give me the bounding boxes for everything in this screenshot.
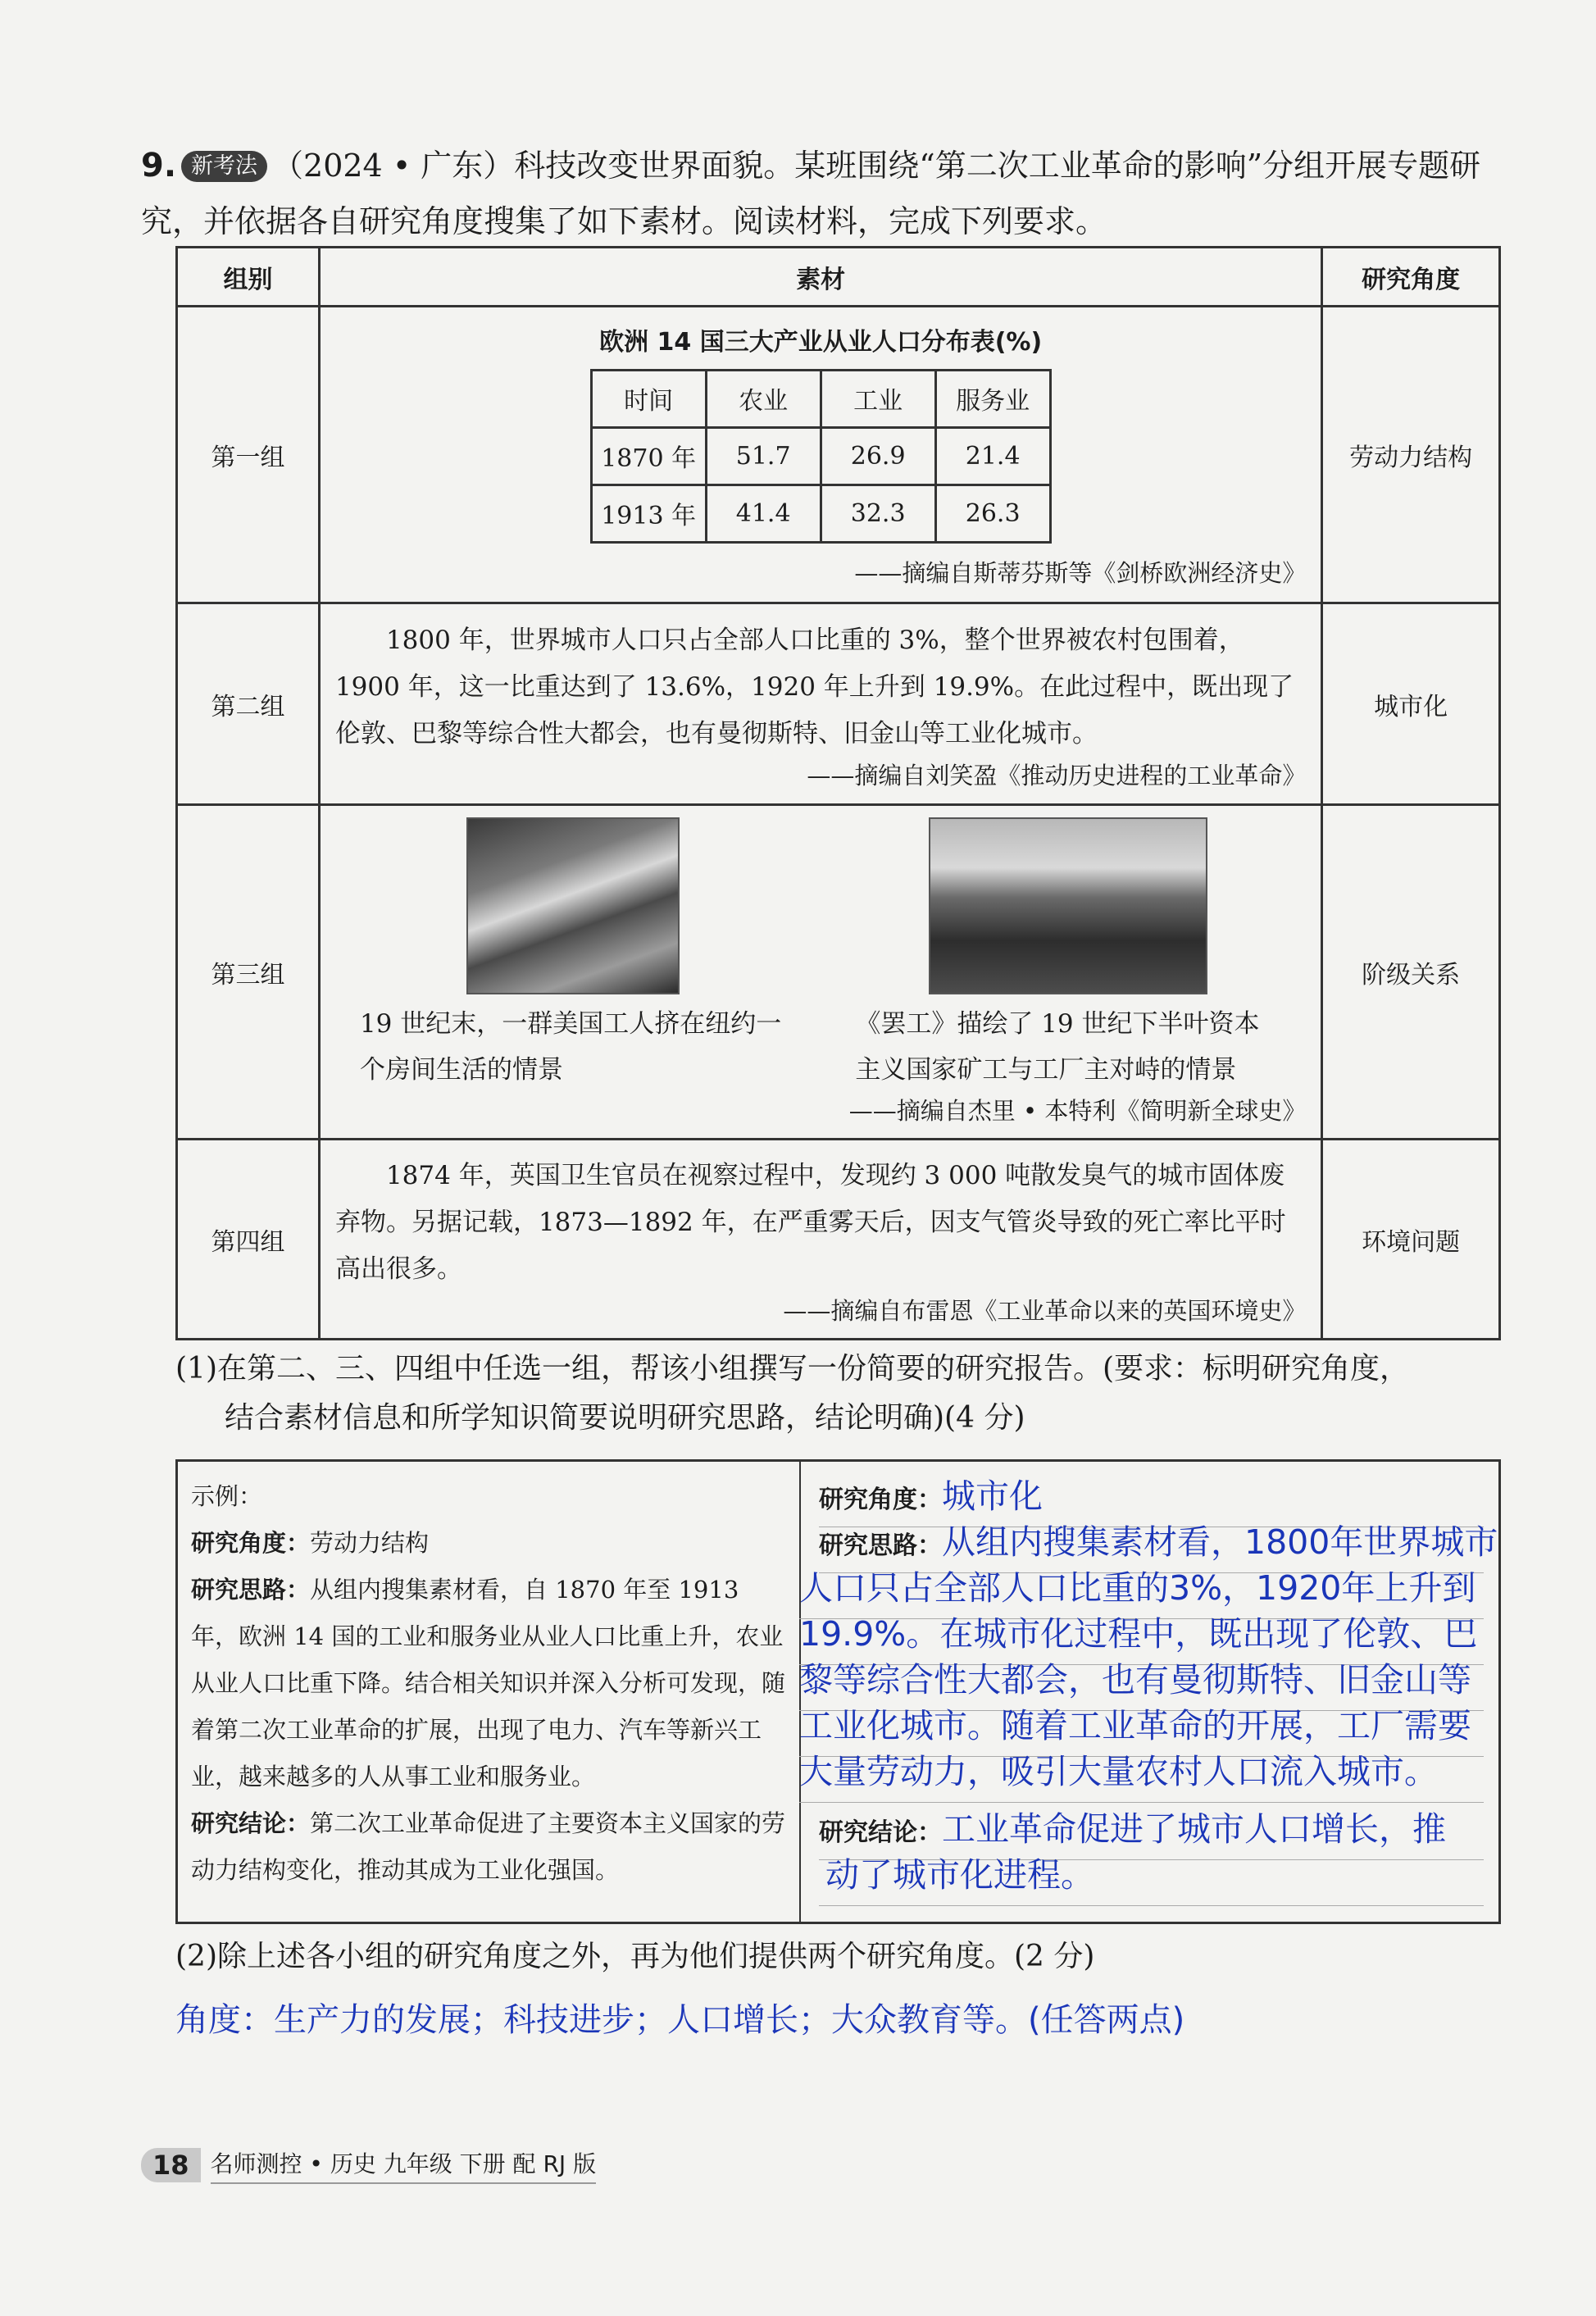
industry-col-time: 时间 <box>591 370 706 427</box>
material-table <box>175 246 1501 1340</box>
sub-question-1-line1: (1)在第二、三、四组中任选一组，帮该小组撰写一份简要的研究报告。(要求：标明研究角度， <box>175 1352 1410 1386</box>
answer-conclusion-label: 研究结论： <box>819 1818 942 1847</box>
photo-caption-2: 《罢工》描绘了 19 世纪下半叶资本主义国家矿工与工厂主对峙的情景 <box>855 1009 1260 1085</box>
page-number: 18 <box>141 2148 201 2182</box>
answer-idea-line: 从组内搜集素材看，1800年世界城市 <box>942 1522 1498 1562</box>
example-angle: 劳动力结构 <box>310 1529 430 1557</box>
cell: 32.3 <box>821 485 935 542</box>
sub-question-1-line2: 结合素材信息和所学知识简要说明研究思路，结论明确)(4 分) <box>225 1401 1025 1435</box>
industry-col-industry: 工业 <box>821 370 935 427</box>
new-exam-tag: 新考法 <box>181 151 267 182</box>
group3-source: ——摘编自杰里 • 本特利《简明新全球史》 <box>848 1097 1307 1125</box>
table-header-row <box>177 248 1500 307</box>
example-heading: 示例： <box>191 1482 263 1510</box>
question-stem: （2024 • 广东）科技改变世界面貌。某班围绕“第二次工业革命的影响”分组开展专题研究，并依据各自研究角度搜集了如下素材。阅读材料，完成下列要求。 <box>141 148 1481 239</box>
book-title: 名师测控 • 历史 九年级 下册 配 RJ 版 <box>211 2146 597 2184</box>
answer-angle-label: 研究角度： <box>819 1486 942 1514</box>
industry-row-1913 <box>591 485 1050 542</box>
header-group: 组别 <box>177 248 320 307</box>
question-9 <box>141 138 1518 249</box>
cell: 26.3 <box>935 485 1050 542</box>
group3-angle: 阶级关系 <box>1322 805 1500 1140</box>
report-box <box>175 1459 1501 1924</box>
group2-text: 1800 年，世界城市人口只占全部人口比重的 3%，整个世界被农村包围着，1900 年，这一比重达到了 13.6%，1920 年上升到 19.9%。在此过程中，既出现了伦敦、巴黎等综合性大都会，也有曼彻斯特、旧金山等工业化城市。 <box>334 625 1294 748</box>
answer-idea-label: 研究思路： <box>819 1531 942 1560</box>
group4-material <box>319 1140 1321 1340</box>
group3-material <box>319 805 1321 1140</box>
answer-idea-line: 人口只占全部人口比重的3%，1920年上升到 <box>799 1568 1476 1608</box>
answer-idea-line: 大量劳动力，吸引大量农村人口流入城市。 <box>799 1752 1438 1791</box>
group3-name: 第三组 <box>177 805 320 1140</box>
group4-source: ——摘编自布雷恩《工业革命以来的英国环境史》 <box>783 1296 1307 1325</box>
cell: 41.4 <box>706 485 821 542</box>
industry-col-services: 服务业 <box>935 370 1050 427</box>
industry-row-1870 <box>591 427 1050 485</box>
page-footer <box>141 2146 596 2184</box>
painting-strike <box>929 817 1207 994</box>
photo-workers-room <box>466 817 680 994</box>
header-angle: 研究角度 <box>1322 248 1500 307</box>
header-material: 素材 <box>319 248 1321 307</box>
group2-angle: 城市化 <box>1322 603 1500 805</box>
industry-table-title: 欧洲 14 国三大产业从业人口分布表(%) <box>599 327 1043 357</box>
group4-angle: 环境问题 <box>1322 1140 1500 1340</box>
example-conclusion: 第二次工业革命促进了主要资本主义国家的劳动力结构变化，推动其成为工业化强国。 <box>191 1809 786 1884</box>
answer-idea-line: 19.9%。在城市化过程中，既出现了伦敦、巴 <box>799 1614 1478 1654</box>
cell: 1913 年 <box>591 485 706 542</box>
photo-caption-1: 19 世纪末，一群美国工人挤在纽约一个房间生活的情景 <box>359 1009 782 1085</box>
example-angle-label: 研究角度： <box>191 1529 311 1557</box>
cell: 51.7 <box>706 427 821 485</box>
cell: 26.9 <box>821 427 935 485</box>
answer-conclusion-line: 动了城市化进程。 <box>825 1855 1094 1895</box>
example-idea: 从组内搜集素材看，自 1870 年至 1913 年，欧洲 14 国的工业和服务业从业人口比重上升，农业从业人口比重下降。结合相关知识并深入分析可发现，随着第二次工业革命的扩展，出现了电力、汽车等新兴工业，越来越多的人从事工业和服务业。 <box>191 1576 786 1790</box>
answer-conclusion-line: 工业革命促进了城市人口增长，推 <box>942 1809 1446 1849</box>
cell: 21.4 <box>935 427 1050 485</box>
industry-table <box>590 369 1052 544</box>
table-row-group4 <box>177 1140 1500 1340</box>
example-idea-label: 研究思路： <box>191 1576 311 1604</box>
sub-question-2: (2)除上述各小组的研究角度之外，再为他们提供两个研究角度。(2 分) <box>175 1940 1095 1973</box>
cell: 1870 年 <box>591 427 706 485</box>
question-number: 9. <box>141 147 177 184</box>
sub-question-1 <box>175 1345 1520 1443</box>
sub-question-2-answer: 角度：生产力的发展；科技进步；人口增长；大众教育等。(任答两点) <box>175 2001 1185 2039</box>
answer-angle: 城市化 <box>942 1477 1043 1516</box>
group1-name: 第一组 <box>177 307 320 603</box>
table-row-group2 <box>177 603 1500 805</box>
example-conclusion-label: 研究结论： <box>191 1809 311 1837</box>
group4-text: 1874 年，英国卫生官员在视察过程中，发现约 3 000 吨散发臭气的城市固体废弃物。另据记载，1873—1892 年，在严重雾天后，因支气管炎导致的死亡率比平时高出很多。 <box>334 1160 1286 1284</box>
group1-material <box>319 307 1321 603</box>
group1-angle: 劳动力结构 <box>1322 307 1500 603</box>
industry-col-agriculture: 农业 <box>706 370 821 427</box>
group4-name: 第四组 <box>177 1140 320 1340</box>
answer-idea-line: 工业化城市。随着工业革命的开展，工厂需要 <box>799 1706 1471 1745</box>
table-row-group3 <box>177 805 1500 1140</box>
group2-material <box>319 603 1321 805</box>
group1-source: ——摘编自斯蒂芬斯等《剑桥欧洲经济史》 <box>854 558 1307 587</box>
example-report <box>178 1462 801 1922</box>
group2-source: ——摘编自刘笑盈《推动历史进程的工业革命》 <box>807 761 1307 789</box>
answer-idea-line: 黎等综合性大都会，也有曼彻斯特、旧金山等 <box>799 1660 1471 1699</box>
group2-name: 第二组 <box>177 603 320 805</box>
answer-report <box>801 1462 1498 1922</box>
table-row-group1 <box>177 307 1500 603</box>
